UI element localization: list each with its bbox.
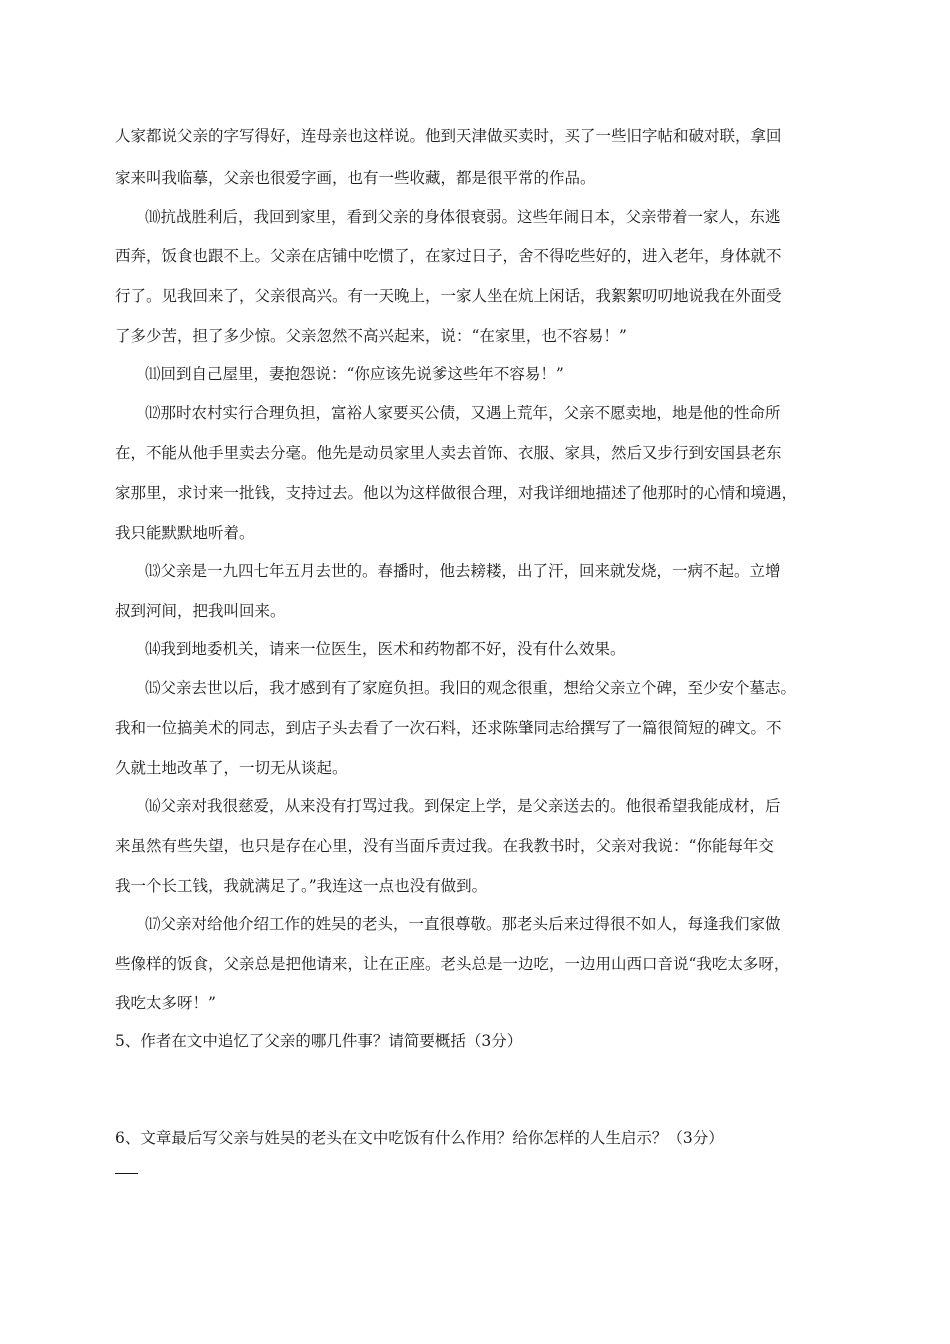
paragraph-9-line-1: 人家都说父亲的字写得好，连母亲也这样说。他到天津做买卖时，买了一些旧字帖和破对联，拿回 <box>115 127 782 145</box>
paragraph-12-line-2: 在，不能从他手里卖去分毫。他先是动员家里人卖去首饰、衣服、家具，然后又步行到安国县老东 <box>115 444 782 462</box>
paragraph-10-line-1: ⑽抗战胜利后，我回到家里，看到父亲的身体很衰弱。这些年闹日本，父亲带着一家人，东逃 <box>145 208 781 226</box>
paragraph-15-line-1: ⒂父亲去世以后，我才感到有了家庭负担。我旧的观念很重，想给父亲立个碑，至少安个墓志。 <box>145 679 797 697</box>
paragraph-16-line-1: ⒃父亲对我很慈爱，从来没有打骂过我。到保定上学，是父亲送去的。他很希望我能成材，后 <box>145 797 781 815</box>
paragraph-10-line-3: 行了。见我回来了，父亲很高兴。有一天晚上，一家人坐在炕上闲话，我絮絮叨叨地说我在外面受 <box>115 287 782 305</box>
paragraph-17-line-2: 些像样的饭食，父亲总是把他请来，让在正座。老头总是一边吃，一边用山西口音说“我吃太多呀， <box>115 955 790 973</box>
paragraph-12-line-1: ⑿那时农村实行合理负担，富裕人家要买公债，又遇上荒年，父亲不愿卖地，地是他的性命所 <box>145 404 781 422</box>
paragraph-11-line-1: ⑾回到自己屋里，妻抱怨说：“你应该先说爹这些年不容易！” <box>145 365 564 383</box>
paragraph-13-line-2: 叔到河间，把我叫回来。 <box>115 602 286 620</box>
paragraph-16-line-2: 来虽然有些失望，也只是存在心里，没有当面斥责过我。在我教书时，父亲对我说：“你能每年交 <box>115 837 774 855</box>
paragraph-14-line-1: ⒁我到地委机关，请来一位医生，医术和药物都不好，没有什么效果。 <box>145 640 626 658</box>
paragraph-12-line-4: 我只能默默地听着。 <box>115 524 255 542</box>
paragraph-17-line-3: 我吃太多呀！” <box>115 994 216 1012</box>
question-6: 6、文章最后写父亲与姓吴的老头在文中吃饭有什么作用？给你怎样的人生启示？（3分） <box>115 1129 724 1147</box>
paragraph-15-line-3: 久就土地改革了，一切无从谈起。 <box>115 759 348 777</box>
question-5: 5、作者在文中追忆了父亲的哪几件事？请简要概括（3分） <box>115 1032 523 1050</box>
paragraph-13-line-1: ⒀父亲是一九四七年五月去世的。春播时，他去耪耧，出了汗，回来就发烧，一病不起。立增 <box>145 562 781 580</box>
paragraph-15-line-2: 我和一位搞美术的同志，到店子头去看了一次石料，还求陈肇同志给撰写了一篇很简短的碑文。不 <box>115 719 782 737</box>
paragraph-9-line-2: 家来叫我临摹，父亲也很爱字画，也有一些收藏，都是很平常的作品。 <box>115 169 596 187</box>
paragraph-12-line-3: 家那里，求讨来一批钱，支持过去。他以为这样做很合理，对我详细地描述了他那时的心情和境遇， <box>115 484 798 502</box>
paragraph-10-line-4: 了多少苦，担了多少惊。父亲忽然不高兴起来，说：“在家里，也不容易！” <box>115 327 627 345</box>
answer-line <box>115 1173 138 1174</box>
paragraph-16-line-3: 我一个长工钱，我就满足了。”我连这一点也没有做到。 <box>115 877 488 895</box>
paragraph-17-line-1: ⒄父亲对给他介绍工作的姓吴的老头，一直很尊敬。那老头后来过得很不如人，每逢我们家做 <box>145 915 781 933</box>
paragraph-10-line-2: 西奔，饭食也跟不上。父亲在店铺中吃惯了，在家过日子，舍不得吃些好的，进入老年，身体就不 <box>115 247 782 265</box>
